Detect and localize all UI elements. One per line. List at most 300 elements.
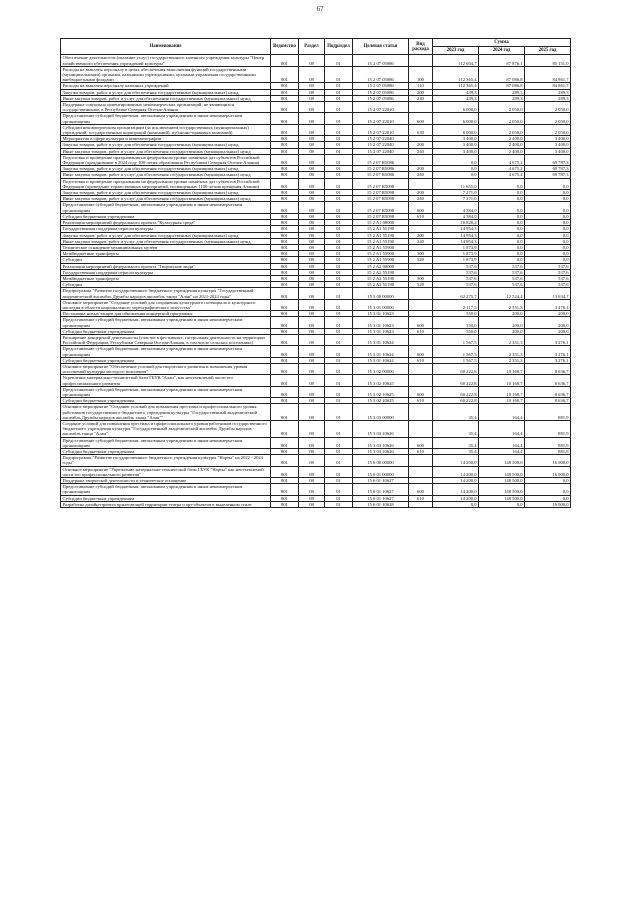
row-sum-2024: 0,0 — [479, 220, 525, 226]
row-razdel: 08 — [299, 202, 325, 213]
row-sum-2023: 1 567,5 — [433, 357, 479, 363]
row-vid: 600 — [409, 437, 433, 448]
row-razdel: 08 — [299, 226, 325, 232]
row-ved: 801 — [271, 375, 299, 386]
row-sum-2025: 0,0 — [525, 202, 571, 213]
row-ved: 801 — [271, 363, 299, 374]
row-razdel: 08 — [299, 386, 325, 397]
row-podrazdel: 01 — [325, 299, 353, 310]
row-name: Обеспечение деятельности (оказание услуг) государственного казенного учреждения культуры "Центр хозяйственного обеспечения учреждений культуры" — [61, 55, 271, 66]
row-ved: 801 — [271, 404, 299, 421]
row-sum-2023: 60 222,8 — [433, 375, 479, 386]
row-vid — [409, 501, 433, 507]
table-row — [61, 178, 571, 189]
row-vid: 610 — [409, 398, 433, 404]
row-razdel: 08 — [299, 196, 325, 202]
row-statya: 15 3 03 00000 — [353, 404, 409, 421]
row-name: Государственная поддержка отрасли культуры — [61, 269, 271, 275]
row-sum-2025: 289,3 — [525, 95, 571, 101]
row-sum-2023: 2 117,5 — [433, 299, 479, 310]
row-statya: 15 2 07 05086 — [353, 55, 409, 66]
row-sum-2024: 289,3 — [479, 95, 525, 101]
row-sum-2023: 60 222,8 — [433, 398, 479, 404]
row-statya: 15 3 00 00000 — [353, 288, 409, 299]
row-name: Предоставление субсидий бюджетным, автономным учреждениям и иным некоммерческим организациям — [61, 346, 271, 357]
row-sum-2023: 35,4 — [433, 404, 479, 421]
row-ved: 801 — [271, 244, 299, 250]
row-podrazdel: 01 — [325, 166, 353, 172]
row-sum-2025: 200,0 — [525, 311, 571, 317]
row-name: Межбюджетные трансферты — [61, 251, 271, 257]
row-sum-2025: 3 400,0 — [525, 148, 571, 154]
row-podrazdel: 01 — [325, 148, 353, 154]
row-razdel: 08 — [299, 89, 325, 95]
row-vid: 610 — [409, 357, 433, 363]
row-ved: 801 — [271, 269, 299, 275]
row-name: Основное мероприятие "Обеспечение условий для творческого развития и повышения уровня исполнений культуры молодого поколения" — [61, 363, 271, 374]
row-ved: 801 — [271, 317, 299, 328]
row-podrazdel: 01 — [325, 226, 353, 232]
row-sum-2023: 14 954,3 — [433, 238, 479, 244]
row-vid: 600 — [409, 346, 433, 357]
row-statya: 15 2 07 R5098 — [353, 196, 409, 202]
row-statya: 15 2 A1 55900 — [353, 257, 409, 263]
row-sum-2023: 60 222,8 — [433, 386, 479, 397]
row-sum-2025: 0,0 — [525, 213, 571, 219]
row-sum-2025: 8 636,7 — [525, 375, 571, 386]
row-sum-2023: 6 000,0 — [433, 102, 479, 113]
row-sum-2023: 14 200,0 — [433, 484, 479, 495]
row-sum-2023: 35,4 — [433, 437, 479, 448]
row-statya: 15 2 A1 55900 — [353, 251, 409, 257]
row-vid: 200 — [409, 166, 433, 172]
row-sum-2024: 164,4 — [479, 421, 525, 438]
table-row — [61, 375, 571, 386]
table-row — [61, 102, 571, 113]
row-ved: 801 — [271, 55, 299, 66]
row-razdel: 08 — [299, 449, 325, 455]
row-ved: 801 — [271, 172, 299, 178]
row-statya: 15 2 07 R5098 — [353, 202, 409, 213]
row-vid — [409, 55, 433, 66]
row-ved: 801 — [271, 299, 299, 310]
row-sum-2024: 0,0 — [479, 202, 525, 213]
row-razdel: 08 — [299, 102, 325, 113]
table-row — [61, 386, 571, 397]
row-ved: 801 — [271, 257, 299, 263]
row-ved: 801 — [271, 478, 299, 484]
row-razdel: 08 — [299, 299, 325, 310]
row-sum-2025: 0,0 — [525, 244, 571, 250]
row-sum-2025: 0,0 — [525, 484, 571, 495]
row-name: Мероприятия в сфере культуры и кинематографии — [61, 136, 271, 142]
row-sum-2023: 16 828,2 — [433, 220, 479, 226]
row-vid: 200 — [409, 190, 433, 196]
row-sum-2023: 112 365,4 — [433, 66, 479, 83]
row-vid — [409, 102, 433, 113]
row-sum-2024: 537,6 — [479, 269, 525, 275]
row-vid: 610 — [409, 213, 433, 219]
row-podrazdel: 01 — [325, 89, 353, 95]
row-name: Субсидии бюджетным учреждениям — [61, 328, 271, 334]
row-vid: 610 — [409, 495, 433, 501]
row-name: Основное мероприятие "Создание условий для сохранения культурного потенциала и культурного наследия в области национального хореографического искусства" — [61, 299, 271, 310]
row-sum-2025: 0,0 — [525, 478, 571, 484]
row-ved: 801 — [271, 386, 299, 397]
row-razdel: 08 — [299, 238, 325, 244]
row-podrazdel: 01 — [325, 136, 353, 142]
row-podrazdel: 01 — [325, 190, 353, 196]
row-statya: 15 2 07 22010 — [353, 113, 409, 124]
row-vid: 110 — [409, 83, 433, 89]
row-statya: 15 3 02 10625 — [353, 398, 409, 404]
table-row — [61, 484, 571, 495]
row-sum-2023: 0,0 — [433, 154, 479, 165]
row-sum-2024: 537,6 — [479, 282, 525, 288]
row-vid: 610 — [409, 328, 433, 334]
row-name: Постановка новых танцев для обновления концертной программы — [61, 311, 271, 317]
row-vid: 600 — [409, 386, 433, 397]
row-vid: 200 — [409, 89, 433, 95]
row-vid: 200 — [409, 142, 433, 148]
row-sum-2024: 2 400,0 — [479, 142, 525, 148]
row-name: Иные закупки товаров, работ и услуг для обеспечения государственных (муниципальных) нужд — [61, 95, 271, 101]
row-statya: 15 6 01 10627 — [353, 495, 409, 501]
row-sum-2025: 2 050,0 — [525, 124, 571, 135]
row-podrazdel: 01 — [325, 484, 353, 495]
header-vid: Вид расхода — [409, 39, 433, 55]
row-sum-2024: 148 500,0 — [479, 495, 525, 501]
row-vid: 200 — [409, 232, 433, 238]
row-razdel: 08 — [299, 328, 325, 334]
row-vid — [409, 334, 433, 345]
row-sum-2025: 537,6 — [525, 263, 571, 269]
row-podrazdel: 01 — [325, 334, 353, 345]
row-podrazdel: 01 — [325, 495, 353, 501]
row-name: Поддержка творческой деятельности и техническое оснащение — [61, 478, 271, 484]
row-sum-2023: 6 000,0 — [433, 124, 479, 135]
row-razdel: 08 — [299, 317, 325, 328]
row-name: Субсидии бюджетным учреждениям — [61, 398, 271, 404]
row-razdel: 08 — [299, 269, 325, 275]
row-podrazdel: 01 — [325, 213, 353, 219]
row-ved: 801 — [271, 196, 299, 202]
row-sum-2024: 2 400,0 — [479, 148, 525, 154]
row-sum-2024: 148 500,0 — [479, 484, 525, 495]
row-statya: 15 2 07 R5098 — [353, 190, 409, 196]
table-row — [61, 154, 571, 165]
row-razdel: 08 — [299, 484, 325, 495]
row-sum-2025: 0,0 — [525, 220, 571, 226]
row-podrazdel: 01 — [325, 196, 353, 202]
row-name: Расходы на выплаты персоналу в целях обеспечения выполнения функций государственными (муниципальными) органами, казенными учреждениями, органами управления государственными внебюджетными фондами — [61, 66, 271, 83]
row-razdel: 08 — [299, 478, 325, 484]
row-statya: 15 2 07 R5098 — [353, 213, 409, 219]
row-ved: 801 — [271, 421, 299, 438]
row-sum-2024: 12 524,4 — [479, 288, 525, 299]
row-sum-2025: 0,0 — [525, 251, 571, 257]
row-sum-2024: 0,0 — [479, 213, 525, 219]
row-name: Подпрограмма "Развитие государственного бюджетного учреждения культуры "Нарты" на 2022 - 2024 годы" — [61, 455, 271, 466]
row-sum-2024: 0,0 — [479, 251, 525, 257]
row-razdel: 08 — [299, 95, 325, 101]
row-sum-2023: 7 271,0 — [433, 190, 479, 196]
row-name: Субсидии — [61, 257, 271, 263]
row-podrazdel: 01 — [325, 83, 353, 89]
row-statya: 15 2 07 R5086 — [353, 172, 409, 178]
row-statya: 15 2 A1 55190 — [353, 232, 409, 238]
row-name: Расширение концертной деятельности (участие в фестивалях, гастрольная деятельность на территории Российской Федерации, Республики Северная Осетия-Алания, в том числе сельских поселениях) — [61, 334, 271, 345]
row-statya: 15 3 03 10626 — [353, 437, 409, 448]
row-sum-2024: 10 168,7 — [479, 398, 525, 404]
row-sum-2025: 289,3 — [525, 89, 571, 95]
row-name: Субсидии бюджетным учреждениям — [61, 495, 271, 501]
table-row — [61, 346, 571, 357]
row-vid — [409, 466, 433, 477]
table-row — [61, 317, 571, 328]
row-vid: 610 — [409, 449, 433, 455]
row-sum-2025: 0,0 — [525, 238, 571, 244]
row-razdel: 08 — [299, 363, 325, 374]
header-year-2024: 2024 год — [479, 47, 525, 55]
row-statya: 15 2 07 22010 — [353, 124, 409, 135]
table-row — [61, 404, 571, 421]
row-podrazdel: 01 — [325, 220, 353, 226]
row-name: Субсидии бюджетным учреждениям — [61, 449, 271, 455]
row-sum-2025: 69 787,3 — [525, 154, 571, 165]
row-sum-2024: 10 168,7 — [479, 375, 525, 386]
row-sum-2025: 8 636,7 — [525, 363, 571, 374]
row-name: Закупка товаров, работ и услуг для обеспечения государственных (муниципальных) нужд — [61, 190, 271, 196]
row-sum-2025: 881,9 — [525, 449, 571, 455]
row-statya: 15 2 07 05086 — [353, 89, 409, 95]
row-ved: 801 — [271, 89, 299, 95]
row-sum-2023: 0,0 — [433, 501, 479, 507]
row-podrazdel: 01 — [325, 449, 353, 455]
row-vid — [409, 375, 433, 386]
row-sum-2025: 537,6 — [525, 275, 571, 281]
row-statya: 15 2 A2 55190 — [353, 269, 409, 275]
row-podrazdel: 01 — [325, 257, 353, 263]
row-name: Создание условий для повышения престижа и профессионального уровня работников государственного бюджетного учреждения культуры "Государственный академический ансамбль Дружбы народов ансамбль танца "Алан" — [61, 421, 271, 438]
row-ved: 801 — [271, 455, 299, 466]
row-podrazdel: 01 — [325, 311, 353, 317]
row-sum-2023: 1 873,9 — [433, 244, 479, 250]
row-razdel: 08 — [299, 437, 325, 448]
row-ved: 801 — [271, 346, 299, 357]
row-name: Поддержка социально ориентированных некоммерческих организаций, не являющихся государственными, в Республике Северная Осетия-Алания — [61, 102, 271, 113]
row-podrazdel: 01 — [325, 269, 353, 275]
row-name: Предоставление субсидий бюджетным, автономным учреждениям и иным некоммерческим организациям — [61, 386, 271, 397]
row-podrazdel: 01 — [325, 466, 353, 477]
table-row — [61, 501, 571, 507]
row-podrazdel: 01 — [325, 142, 353, 148]
row-ved: 801 — [271, 232, 299, 238]
row-statya: 15 2 07 22040 — [353, 142, 409, 148]
row-podrazdel: 01 — [325, 357, 353, 363]
row-sum-2023: 1 873,9 — [433, 257, 479, 263]
row-razdel: 08 — [299, 244, 325, 250]
row-sum-2024: 10 168,7 — [479, 386, 525, 397]
row-ved: 801 — [271, 66, 299, 83]
row-vid: 240 — [409, 172, 433, 178]
table-row — [61, 55, 571, 66]
row-sum-2023: 3 400,0 — [433, 142, 479, 148]
row-ved: 801 — [271, 95, 299, 101]
row-podrazdel: 01 — [325, 178, 353, 189]
row-sum-2024: 0,0 — [479, 244, 525, 250]
row-podrazdel: 01 — [325, 251, 353, 257]
row-sum-2023: 3 400,0 — [433, 148, 479, 154]
row-vid — [409, 404, 433, 421]
row-vid: 600 — [409, 113, 433, 124]
row-razdel: 08 — [299, 357, 325, 363]
row-vid: 630 — [409, 124, 433, 135]
row-vid — [409, 299, 433, 310]
row-ved: 801 — [271, 484, 299, 495]
row-razdel: 08 — [299, 421, 325, 438]
row-sum-2024: 289,3 — [479, 89, 525, 95]
table-row — [61, 124, 571, 135]
row-name: Межбюджетные трансферты — [61, 275, 271, 281]
row-ved: 801 — [271, 311, 299, 317]
row-sum-2025: 3 400,0 — [525, 136, 571, 142]
row-razdel: 08 — [299, 154, 325, 165]
row-podrazdel: 01 — [325, 404, 353, 421]
row-ved: 801 — [271, 83, 299, 89]
row-sum-2025: 69 787,3 — [525, 166, 571, 172]
row-vid: 240 — [409, 238, 433, 244]
row-sum-2024: 10 168,7 — [479, 363, 525, 374]
row-name: Подготовка и проведение празднования на федеральном уровне памятных дат субъектов Российской Федерации (празднование в 2024 году 100-летия образования Республики Северная Осетия-Алания) — [61, 154, 271, 165]
row-statya: 15 2 07 22040 — [353, 148, 409, 154]
row-name: Расходы на выплаты персоналу казенных учреждений — [61, 83, 271, 89]
row-podrazdel: 01 — [325, 113, 353, 124]
row-ved: 801 — [271, 275, 299, 281]
row-sum-2024: 2 351,3 — [479, 357, 525, 363]
row-sum-2024: 164,4 — [479, 437, 525, 448]
row-sum-2025: 0,0 — [525, 495, 571, 501]
row-statya: 15 3 02 10625 — [353, 386, 409, 397]
row-sum-2024: 4 675,2 — [479, 154, 525, 165]
row-vid: 240 — [409, 196, 433, 202]
row-name: Иные закупки товаров, работ и услуг для обеспечения государственных (муниципальных) нужд — [61, 238, 271, 244]
row-ved: 801 — [271, 466, 299, 477]
row-vid: 600 — [409, 484, 433, 495]
table-row — [61, 299, 571, 310]
row-statya: 15 2 07 R5098 — [353, 178, 409, 189]
row-sum-2025: 0,0 — [525, 257, 571, 263]
row-podrazdel: 01 — [325, 437, 353, 448]
table-row — [61, 466, 571, 477]
row-sum-2025: 0,0 — [525, 178, 571, 189]
row-statya: 15 2 A1 55190 — [353, 226, 409, 232]
row-sum-2024: 148 500,0 — [479, 466, 525, 477]
row-statya: 15 3 01 10624 — [353, 357, 409, 363]
row-razdel: 08 — [299, 455, 325, 466]
row-sum-2023: 4 384,0 — [433, 213, 479, 219]
row-statya: 15 3 02 00000 — [353, 363, 409, 374]
row-ved: 801 — [271, 213, 299, 219]
row-name: Иные закупки товаров, работ и услуг для обеспечения государственных (муниципальных) нужд — [61, 172, 271, 178]
row-statya: 15 2 A1 55900 — [353, 244, 409, 250]
table-row — [61, 288, 571, 299]
row-sum-2023: 1 567,5 — [433, 334, 479, 345]
row-ved: 801 — [271, 357, 299, 363]
row-razdel: 08 — [299, 375, 325, 386]
row-sum-2024: 0,0 — [479, 196, 525, 202]
row-razdel: 08 — [299, 232, 325, 238]
budget-table — [60, 38, 571, 508]
row-sum-2024: 87 086,8 — [479, 83, 525, 89]
header-podrazdel: Подраздел — [325, 39, 353, 55]
row-sum-2024: 2 351,3 — [479, 346, 525, 357]
row-podrazdel: 01 — [325, 263, 353, 269]
row-podrazdel: 01 — [325, 244, 353, 250]
row-vid — [409, 178, 433, 189]
row-podrazdel: 01 — [325, 398, 353, 404]
row-sum-2023: 439,3 — [433, 95, 479, 101]
row-sum-2025: 13 634,7 — [525, 288, 571, 299]
row-razdel: 08 — [299, 142, 325, 148]
row-sum-2025: 69 787,3 — [525, 172, 571, 178]
row-sum-2024: 164,4 — [479, 449, 525, 455]
row-sum-2024: 164,4 — [479, 404, 525, 421]
row-razdel: 08 — [299, 346, 325, 357]
row-sum-2023: 11 655,0 — [433, 178, 479, 189]
table-row — [61, 437, 571, 448]
row-statya: 15 3 02 10625 — [353, 375, 409, 386]
row-statya: 15 2 07 05086 — [353, 66, 409, 83]
row-podrazdel: 01 — [325, 282, 353, 288]
row-sum-2025: 200,0 — [525, 317, 571, 328]
row-razdel: 08 — [299, 148, 325, 154]
row-razdel: 08 — [299, 124, 325, 135]
row-name: Субсидии — [61, 282, 271, 288]
row-sum-2023: 112 365,4 — [433, 83, 479, 89]
row-razdel: 08 — [299, 113, 325, 124]
row-razdel: 08 — [299, 251, 325, 257]
row-razdel: 08 — [299, 398, 325, 404]
row-podrazdel: 01 — [325, 172, 353, 178]
row-vid — [409, 421, 433, 438]
row-razdel: 08 — [299, 404, 325, 421]
row-vid: 520 — [409, 282, 433, 288]
row-sum-2023: 550,0 — [433, 311, 479, 317]
row-podrazdel: 01 — [325, 238, 353, 244]
row-vid — [409, 288, 433, 299]
row-sum-2025: 881,9 — [525, 437, 571, 448]
row-name: Реализация мероприятий федерального проекта "Творческие люди" — [61, 263, 271, 269]
row-ved: 801 — [271, 501, 299, 507]
row-sum-2023: 1 873,9 — [433, 251, 479, 257]
row-name: Предоставление субсидий бюджетным, автономным учреждениям и иным некоммерческим организациям — [61, 484, 271, 495]
page-number: 67 — [316, 5, 324, 13]
row-statya: 15 2 07 05086 — [353, 95, 409, 101]
row-sum-2024: 148 500,0 — [479, 478, 525, 484]
row-name: Подготовка и проведение празднования на федеральном уровне памятных дат субъектов Российской Федерации (проведение торжественных мероприятий, посвященных 1100-летию крещения Алании) — [61, 178, 271, 189]
row-sum-2023: 4 384,0 — [433, 202, 479, 213]
row-sum-2023: 14 954,3 — [433, 232, 479, 238]
row-sum-2025: 3 276,1 — [525, 357, 571, 363]
row-razdel: 08 — [299, 83, 325, 89]
row-sum-2024: 4 675,2 — [479, 172, 525, 178]
row-sum-2025: 2 050,0 — [525, 113, 571, 124]
row-podrazdel: 01 — [325, 124, 353, 135]
row-podrazdel: 01 — [325, 363, 353, 374]
row-podrazdel: 01 — [325, 202, 353, 213]
row-ved: 801 — [271, 263, 299, 269]
